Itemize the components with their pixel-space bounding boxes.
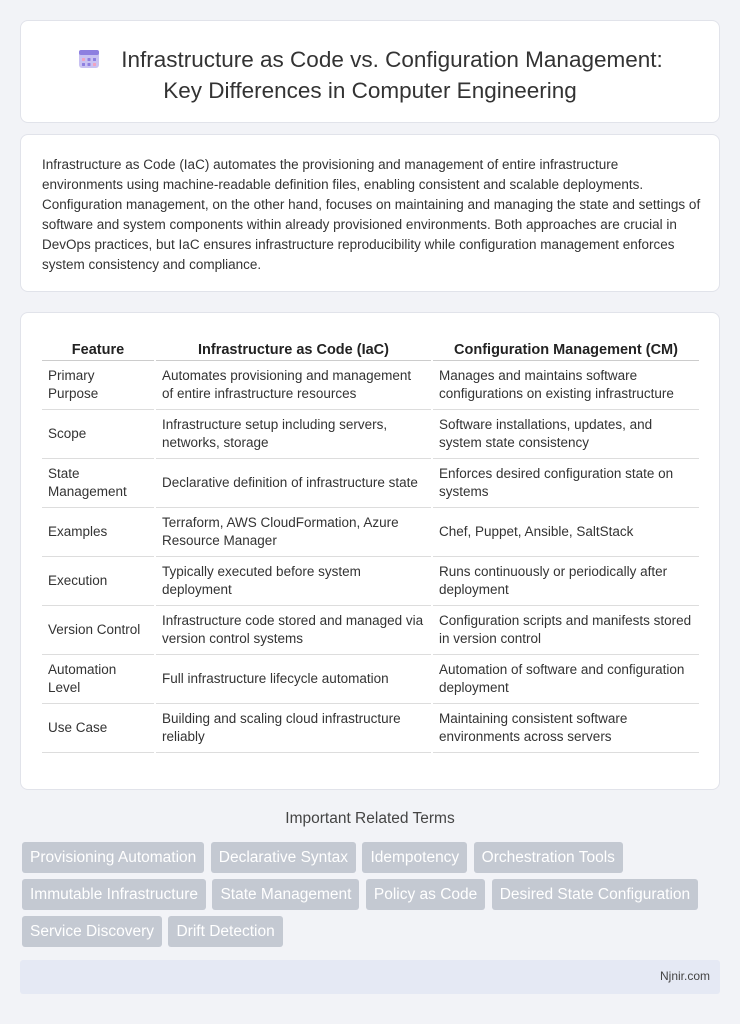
column-header-iac: Infrastructure as Code (IaC) xyxy=(155,332,432,360)
comparison-table-card xyxy=(20,312,720,790)
related-term-tag[interactable]: Provisioning Automation xyxy=(22,842,204,873)
feature-cell: Execution xyxy=(42,556,155,605)
iac-cell: Full infrastructure lifecycle automation xyxy=(155,654,432,703)
feature-cell: State Management xyxy=(42,458,155,507)
related-term-tag[interactable]: Orchestration Tools xyxy=(474,842,623,873)
related-term-tag[interactable]: Desired State Configuration xyxy=(492,879,698,910)
related-term-tag[interactable]: Declarative Syntax xyxy=(211,842,356,873)
table-row xyxy=(42,605,699,654)
related-terms-list xyxy=(22,842,722,953)
column-header-cm: Configuration Management (CM) xyxy=(432,332,699,360)
table-row xyxy=(42,360,699,409)
calendar-grid-icon xyxy=(77,46,101,70)
page-title xyxy=(21,44,719,106)
cm-cell: Runs continuously or periodically after deployment xyxy=(432,556,699,605)
feature-cell: Use Case xyxy=(42,703,155,752)
cm-cell: Automation of software and configuration deployment xyxy=(432,654,699,703)
feature-cell: Automation Level xyxy=(42,654,155,703)
table-row xyxy=(42,703,699,752)
summary-text: Infrastructure as Code (IaC) automates the provisioning and management of entire infrastructure environments using machine-readable definition files, enabling consistent and scalable deployments. Configuration management, on the other hand, focuses on maintaining and managing the state and settings of software and system components within already provisioned environments. Both approaches are crucial in DevOps practices, but IaC ensures infrastructure reproducibility while configuration management enforces system consistency and compliance. xyxy=(42,157,701,272)
feature-cell: Primary Purpose xyxy=(42,360,155,409)
table-row xyxy=(42,458,699,507)
table-row xyxy=(42,409,699,458)
related-term-tag[interactable]: Service Discovery xyxy=(22,916,162,947)
iac-cell: Automates provisioning and management of entire infrastructure resources xyxy=(155,360,432,409)
cm-cell: Chef, Puppet, Ansible, SaltStack xyxy=(432,507,699,556)
cm-cell: Maintaining consistent software environments across servers xyxy=(432,703,699,752)
table-row xyxy=(42,556,699,605)
related-term-tag[interactable]: Immutable Infrastructure xyxy=(22,879,206,910)
feature-cell: Examples xyxy=(42,507,155,556)
iac-cell: Declarative definition of infrastructure state xyxy=(155,458,432,507)
iac-cell: Infrastructure setup including servers, networks, storage xyxy=(155,409,432,458)
cm-cell: Enforces desired configuration state on systems xyxy=(432,458,699,507)
iac-cell: Infrastructure code stored and managed via version control systems xyxy=(155,605,432,654)
cm-cell: Software installations, updates, and system state consistency xyxy=(432,409,699,458)
cm-cell: Manages and maintains software configurations on existing infrastructure xyxy=(432,360,699,409)
related-terms-heading: Important Related Terms xyxy=(285,810,455,827)
page-title-line-2: Key Differences in Computer Engineering xyxy=(163,78,577,103)
page-title-line-1 xyxy=(21,44,719,75)
column-header-feature: Feature xyxy=(42,332,155,360)
related-term-tag[interactable]: State Management xyxy=(212,879,359,910)
footer xyxy=(20,960,720,994)
iac-cell: Terraform, AWS CloudFormation, Azure Resource Manager xyxy=(155,507,432,556)
footer-site-link[interactable]: Njnir.com xyxy=(659,969,710,983)
summary-card xyxy=(20,134,720,292)
feature-cell: Scope xyxy=(42,409,155,458)
related-term-tag[interactable]: Policy as Code xyxy=(366,879,485,910)
iac-cell: Building and scaling cloud infrastructure reliably xyxy=(155,703,432,752)
table-header-row xyxy=(42,332,699,360)
title-card xyxy=(20,20,720,123)
cm-cell: Configuration scripts and manifests stored in version control xyxy=(432,605,699,654)
comparison-table xyxy=(42,332,699,753)
table-row xyxy=(42,507,699,556)
feature-cell: Version Control xyxy=(42,605,155,654)
iac-cell: Typically executed before system deployment xyxy=(155,556,432,605)
title-text-1: Infrastructure as Code vs. Configuration Management: xyxy=(121,47,663,72)
related-term-tag[interactable]: Idempotency xyxy=(362,842,467,873)
table-row xyxy=(42,654,699,703)
related-term-tag[interactable]: Drift Detection xyxy=(168,916,282,947)
